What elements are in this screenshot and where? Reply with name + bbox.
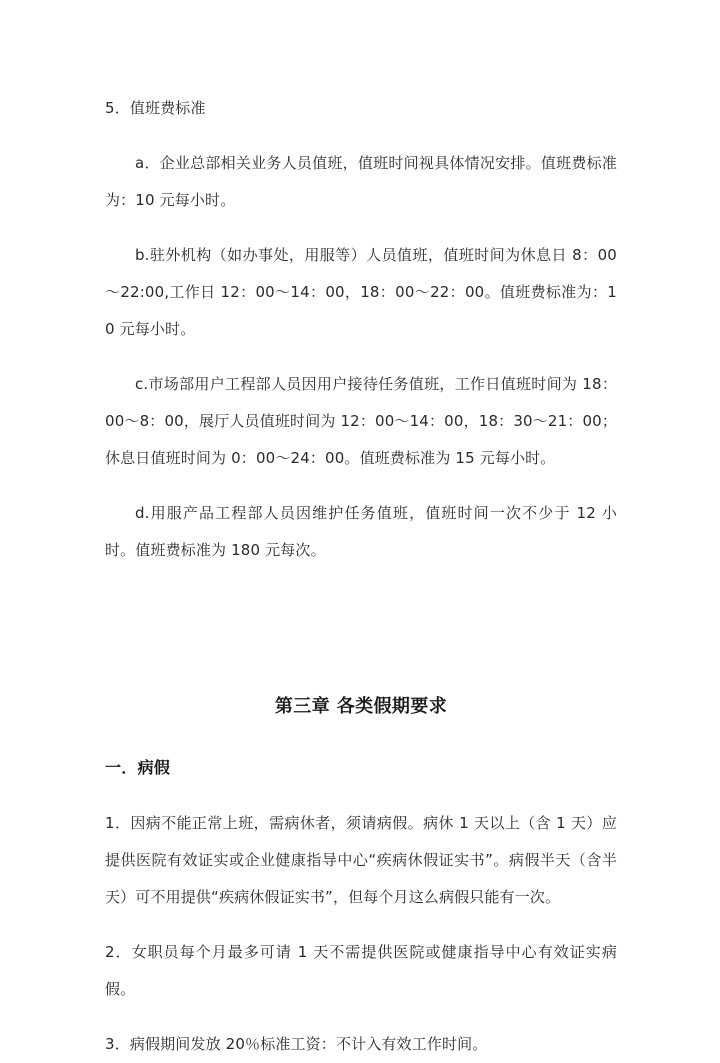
sick-leave-item-1: 1．因病不能正常上班，需病休者，须请病假。病休 1 天以上（含 1 天）应提供医院有效证实或企业健康指导中心“疾病休假证实书”。病假半天（含半天）可不用提供“疾病休假证实书”，但每个月这么病假只能有一次。 (105, 814, 617, 906)
section-break-spacer (105, 569, 617, 691)
paragraph-spacer (105, 916, 617, 934)
chapter-heading: 第三章 各类假期要求 (274, 696, 448, 717)
paragraph-spacer (105, 219, 617, 237)
list-item-5c: c.市场部用户工程部人员因用户接待任务值班，工作日值班时间为 18：00～8：00，展厅人员值班时间为 12：00～14：00，18：30～21：00；休息日值班时间为 0：00～24：00。值班费标准为 15 元每小时。 (105, 375, 617, 467)
paragraph-spacer (105, 127, 617, 145)
paragraph-spacer (105, 348, 617, 366)
heading-spacer (105, 723, 617, 753)
paragraph-spacer (105, 1008, 617, 1026)
list-item-5b: b.驻外机构（如办事处，用服等）人员值班，值班时间为休息日 8：00～22:00,工作日 12：00～14：00，18：00～22：00。值班费标准为：10 元每小时。 (105, 246, 617, 338)
sick-leave-item-3: 3．病假期间发放 20％标准工资：不计入有效工作时间。 (105, 1035, 488, 1053)
list-item-5-title: 5．值班费标准 (105, 99, 206, 117)
document-body (105, 90, 617, 1063)
section-heading-sick-leave: 一．病假 (105, 758, 171, 777)
paragraph-spacer (105, 783, 617, 805)
sick-leave-item-2: 2．女职员每个月最多可请 1 天不需提供医院或健康指导中心有效证实病假。 (105, 943, 617, 998)
paragraph-spacer (105, 477, 617, 495)
list-item-5a: a．企业总部相关业务人员值班，值班时间视具体情况安排。值班费标准为：10 元每小时。 (105, 154, 617, 209)
list-item-5d: d.用服产品工程部人员因维护任务值班，值班时间一次不少于 12 小时。值班费标准为 180 元每次。 (105, 504, 617, 559)
